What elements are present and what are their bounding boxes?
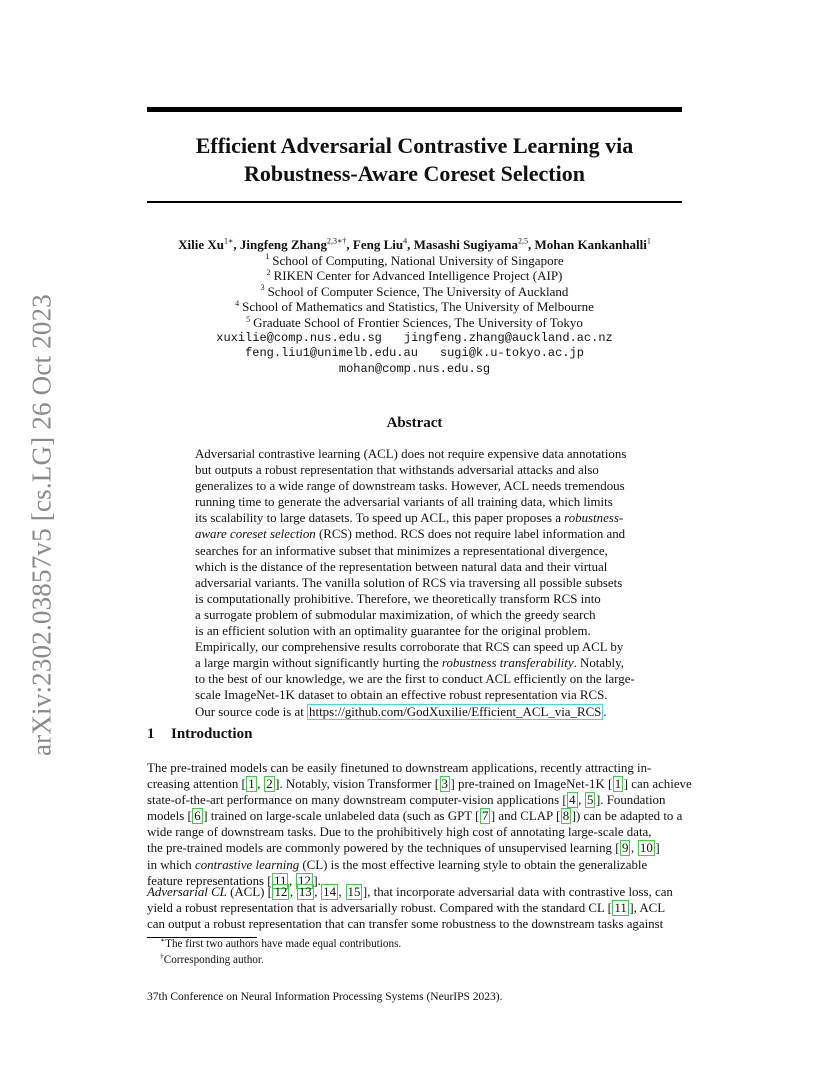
footnote-text: The first two authors have made equal contributions.: [165, 938, 402, 950]
abstract-line: [195, 655, 635, 671]
body-text: creasing attention: [147, 777, 242, 792]
affiliation-text: School of Computer Science, The University of Auckland: [267, 283, 569, 299]
body-text: . Foundation: [600, 793, 666, 808]
abstract-line: adversarial variants. The vanilla solution of RCS via traversing all possible subsets: [195, 575, 623, 590]
affiliation-number: 4: [235, 299, 240, 309]
citation-link[interactable]: 12: [297, 873, 311, 888]
body-text: feature representations: [147, 873, 268, 888]
citation-link[interactable]: 11: [274, 873, 287, 888]
abstract-heading: Abstract: [386, 415, 443, 431]
body-line: The pre-trained models can be easily finetuned to downstream applications, recently attracting in-: [147, 761, 652, 775]
section-title: Introduction: [171, 726, 253, 742]
citation-link[interactable]: 3: [441, 777, 448, 792]
abstract-text: its scalability to large datasets. To speed up ACL, this paper proposes a: [195, 511, 565, 526]
affiliation: [140, 284, 689, 300]
footnote-equal-contribution: [160, 935, 660, 950]
abstract-line: generalizes to a wide range of downstream tasks. However, ACL needs tremendous: [195, 479, 625, 494]
body-line: state-of-the-art performance on many downstream computer-vision applications [ 4 , 5 ]. Foundation: [147, 793, 666, 808]
footnote-corresponding-author: [160, 951, 660, 966]
author-name: Xilie Xu: [178, 237, 224, 252]
body-line: Adversarial CL (ACL) [ 12 , 13 , 14 , 15 ], that incorporate adversarial data with contrastive loss, can: [147, 885, 673, 899]
abstract-line: a surrogate problem of submodular maximization, of which the greedy search: [195, 607, 596, 622]
citation-link[interactable]: 13: [298, 885, 312, 899]
citation-link[interactable]: 10: [639, 841, 653, 856]
abstract-line: which is the distance of the representation between natural data and their virtual: [195, 559, 608, 574]
citation-link[interactable]: 7: [481, 809, 489, 824]
abstract-line: but outputs a robust representation that withstands adversarial attacks and also: [195, 463, 599, 478]
title-line-1: Efficient Adversarial Contrastive Learning via: [195, 133, 634, 158]
email-row: [140, 331, 689, 347]
author-block: [140, 237, 689, 377]
body-text: , that incorporate adversarial data with contrastive loss, can: [367, 885, 673, 899]
author-name: Feng Liu: [352, 237, 404, 252]
abstract-line: searches for an informative subset that minimizes a representational divergence,: [195, 543, 608, 558]
email-feng[interactable]: feng.liu1@unimelb.edu.au: [245, 346, 418, 361]
abstract-line: is computationally prohibitive. Therefore, we theoretically transform RCS into: [195, 591, 601, 606]
citation-link[interactable]: 4: [569, 793, 576, 808]
abstract-line: to the best of our knowledge, we are the first to conduct ACL efficiently on the large-: [195, 672, 635, 687]
body-text: in which: [147, 857, 195, 872]
body-text: , ACL: [633, 901, 666, 916]
abstract-line: Empirically, our comprehensive results corroborate that RCS can speed up ACL by: [195, 640, 624, 655]
citation-link[interactable]: 6: [194, 809, 201, 824]
body-text: ) can be adapted to a: [576, 809, 683, 824]
affiliation-number: 1: [265, 252, 270, 262]
email-row: [140, 346, 689, 362]
abstract-line: running time to generate the adversarial variants of all training data, which limits: [195, 495, 613, 510]
citation-link[interactable]: 1: [248, 777, 255, 792]
affiliation: [140, 268, 689, 284]
author-list: Xilie $Xu^{1∗}$, Jingfeng Zhang$^{2,3∗\dagger}$, Feng Liu$^4$, Masashi Sugiyama$^{2,5}$, Mohan Kankanhalli$^1$: [178, 236, 651, 252]
title-top-rule: [147, 107, 682, 112]
body-text: can achieve: [628, 777, 692, 792]
abstract-line: [195, 526, 635, 542]
affiliation-text: School of Computing, National University of Singapore: [272, 252, 564, 268]
abstract-emphasis: robustness transferability: [441, 656, 574, 671]
intro-paragraph-2: [147, 884, 682, 932]
email-mohan[interactable]: mohan@comp.nus.edu.sg: [338, 361, 491, 376]
footnote-text: Corresponding author.: [163, 954, 264, 966]
body-text: .: [317, 873, 321, 888]
author-affiliation-mark: 2,5: [518, 236, 529, 246]
abstract-line: Adversarial contrastive learning (ACL) does not require expensive data annotations: [195, 447, 627, 461]
section-number: 1: [147, 726, 155, 742]
body-text: yield a robust representation that is adversarially robust. Compared with the standard CL: [147, 901, 608, 916]
affiliation-number: 5: [246, 314, 251, 324]
citation-link[interactable]: 11: [614, 901, 627, 916]
citation-link[interactable]: 9: [622, 841, 629, 856]
abstract-text: . Notably,: [573, 656, 624, 671]
author-name: Mohan Kankanhalli: [534, 237, 647, 252]
abstract-line: [195, 704, 635, 720]
abstract-text: (RCS) method. RCS does not require label information and: [315, 527, 626, 542]
body-line: creasing attention [ 1 , 2 ]. Notably, vision Transformer [ 3 ] pre-trained on ImageNet-1K [ 1 ] can achieve: [147, 777, 692, 792]
email-row: [140, 362, 689, 378]
author-affiliation-mark: 1: [646, 236, 651, 246]
author-affiliation-mark: 1∗: [223, 236, 234, 246]
citation-link[interactable]: 2: [266, 777, 273, 792]
affiliation-text: School of Mathematics and Statistics, The University of Melbourne: [242, 299, 594, 315]
author-affiliation-mark: 2,3∗†: [326, 236, 347, 246]
citation-link[interactable]: 15: [347, 885, 361, 899]
citation-link[interactable]: 1: [614, 777, 622, 792]
body-line: yield a robust representation that is adversarially robust. Compared with the standard CL [ 11 ], ACL: [147, 901, 666, 916]
affiliation-text: RIKEN Center for Advanced Intelligence Project (AIP): [273, 268, 563, 284]
paper-title: [147, 132, 682, 188]
abstract-emphasis: aware coreset selection: [195, 527, 316, 542]
intro-paragraph-1: [147, 760, 692, 889]
citation-link[interactable]: 8: [562, 809, 570, 824]
email-sugi[interactable]: sugi@k.u-tokyo.ac.jp: [439, 346, 584, 361]
section-heading-introduction: [147, 726, 252, 743]
abstract-line: is an efficient solution with an optimality guarantee for the original problem.: [195, 624, 591, 639]
author-name: Jingfeng Zhang: [239, 237, 327, 252]
body-line: [147, 857, 682, 873]
affiliation-number: 2: [266, 267, 271, 277]
body-text: state-of-the-art performance on many downstream computer-vision applications: [147, 793, 563, 808]
body-emphasis: contrastive learning: [194, 857, 300, 872]
body-line: wide range of downstream tasks. Due to the prohibitively high cost of annotating large-scale data,: [147, 825, 652, 840]
abstract-body: [195, 446, 635, 720]
abstract-line: scale ImageNet-1K dataset to obtain an effective robust representation via RCS.: [195, 688, 608, 703]
body-line: feature representations [ 11 , 12 ].: [147, 873, 321, 888]
arxiv-stamp: [22, 290, 62, 760]
title-line-2: Robustness-Aware Coreset Selection: [244, 161, 585, 186]
body-text: (ACL): [226, 885, 268, 899]
body-line: the pre-trained models are commonly powered by the techniques of unsupervised learning [ 9 , 10 ]: [147, 841, 660, 856]
abstract-line: [195, 510, 635, 526]
body-text: . Notably, vision Transformer: [279, 777, 435, 792]
footnote-mark: ∗: [160, 935, 166, 945]
footnote-mark: †: [160, 951, 164, 961]
abstract-text: Our source code is at: [195, 704, 308, 719]
affiliation-number: 3: [260, 283, 265, 293]
author-affiliation-mark: 4: [403, 236, 408, 246]
body-text: (CL) is the most effective learning style to obtain the generalizable: [299, 857, 648, 872]
body-line: can output a robust representation that can transfer some robustness to the downstream tasks against: [147, 917, 664, 932]
abstract-emphasis: robustness-: [564, 511, 624, 526]
body-line: models [ 6 ] trained on large-scale unlabeled data (such as GPT [ 7 ] and CLAP [ 8 ]) can be adapted to a: [147, 809, 683, 824]
affiliation: [140, 315, 689, 331]
body-text: pre-trained on ImageNet-1K: [454, 777, 608, 792]
body-emphasis: Adversarial CL: [147, 885, 227, 899]
citation-link[interactable]: 5: [587, 793, 594, 808]
source-code-link[interactable]: https://github.com/GodXuxilie/Efficient_ACL_via_RCS: [309, 704, 602, 719]
body-text: the pre-trained models are commonly powered by the techniques of unsupervised learning: [147, 841, 616, 856]
abstract-text: .: [603, 704, 607, 719]
body-text: models: [147, 809, 188, 824]
conference-note: 37th Conference on Neural Information Processing Systems (NeurIPS 2023).: [147, 991, 503, 1003]
affiliation-text: Graduate School of Frontier Sciences, The University of Tokyo: [253, 314, 583, 330]
abstract-text: a large margin without significantly hurting the: [195, 656, 442, 671]
body-text: trained on large-scale unlabeled data (such as GPT: [207, 809, 476, 824]
affiliation: [140, 299, 689, 315]
citation-link[interactable]: 12: [274, 885, 288, 899]
author-name: Masashi Sugiyama: [413, 237, 519, 252]
email-jingfeng[interactable]: jingfeng.zhang@auckland.ac.nz: [403, 330, 613, 345]
arxiv-identifier[interactable]: arXiv:2302.03857v5 [cs.LG] 26 Oct 2023: [26, 293, 57, 757]
email-xuxilie[interactable]: xuxilie@comp.nus.edu.sg: [216, 330, 382, 345]
affiliation: [140, 253, 689, 269]
citation-link[interactable]: 14: [323, 885, 337, 899]
body-text: and CLAP: [495, 809, 556, 824]
title-bottom-rule: [147, 201, 682, 203]
